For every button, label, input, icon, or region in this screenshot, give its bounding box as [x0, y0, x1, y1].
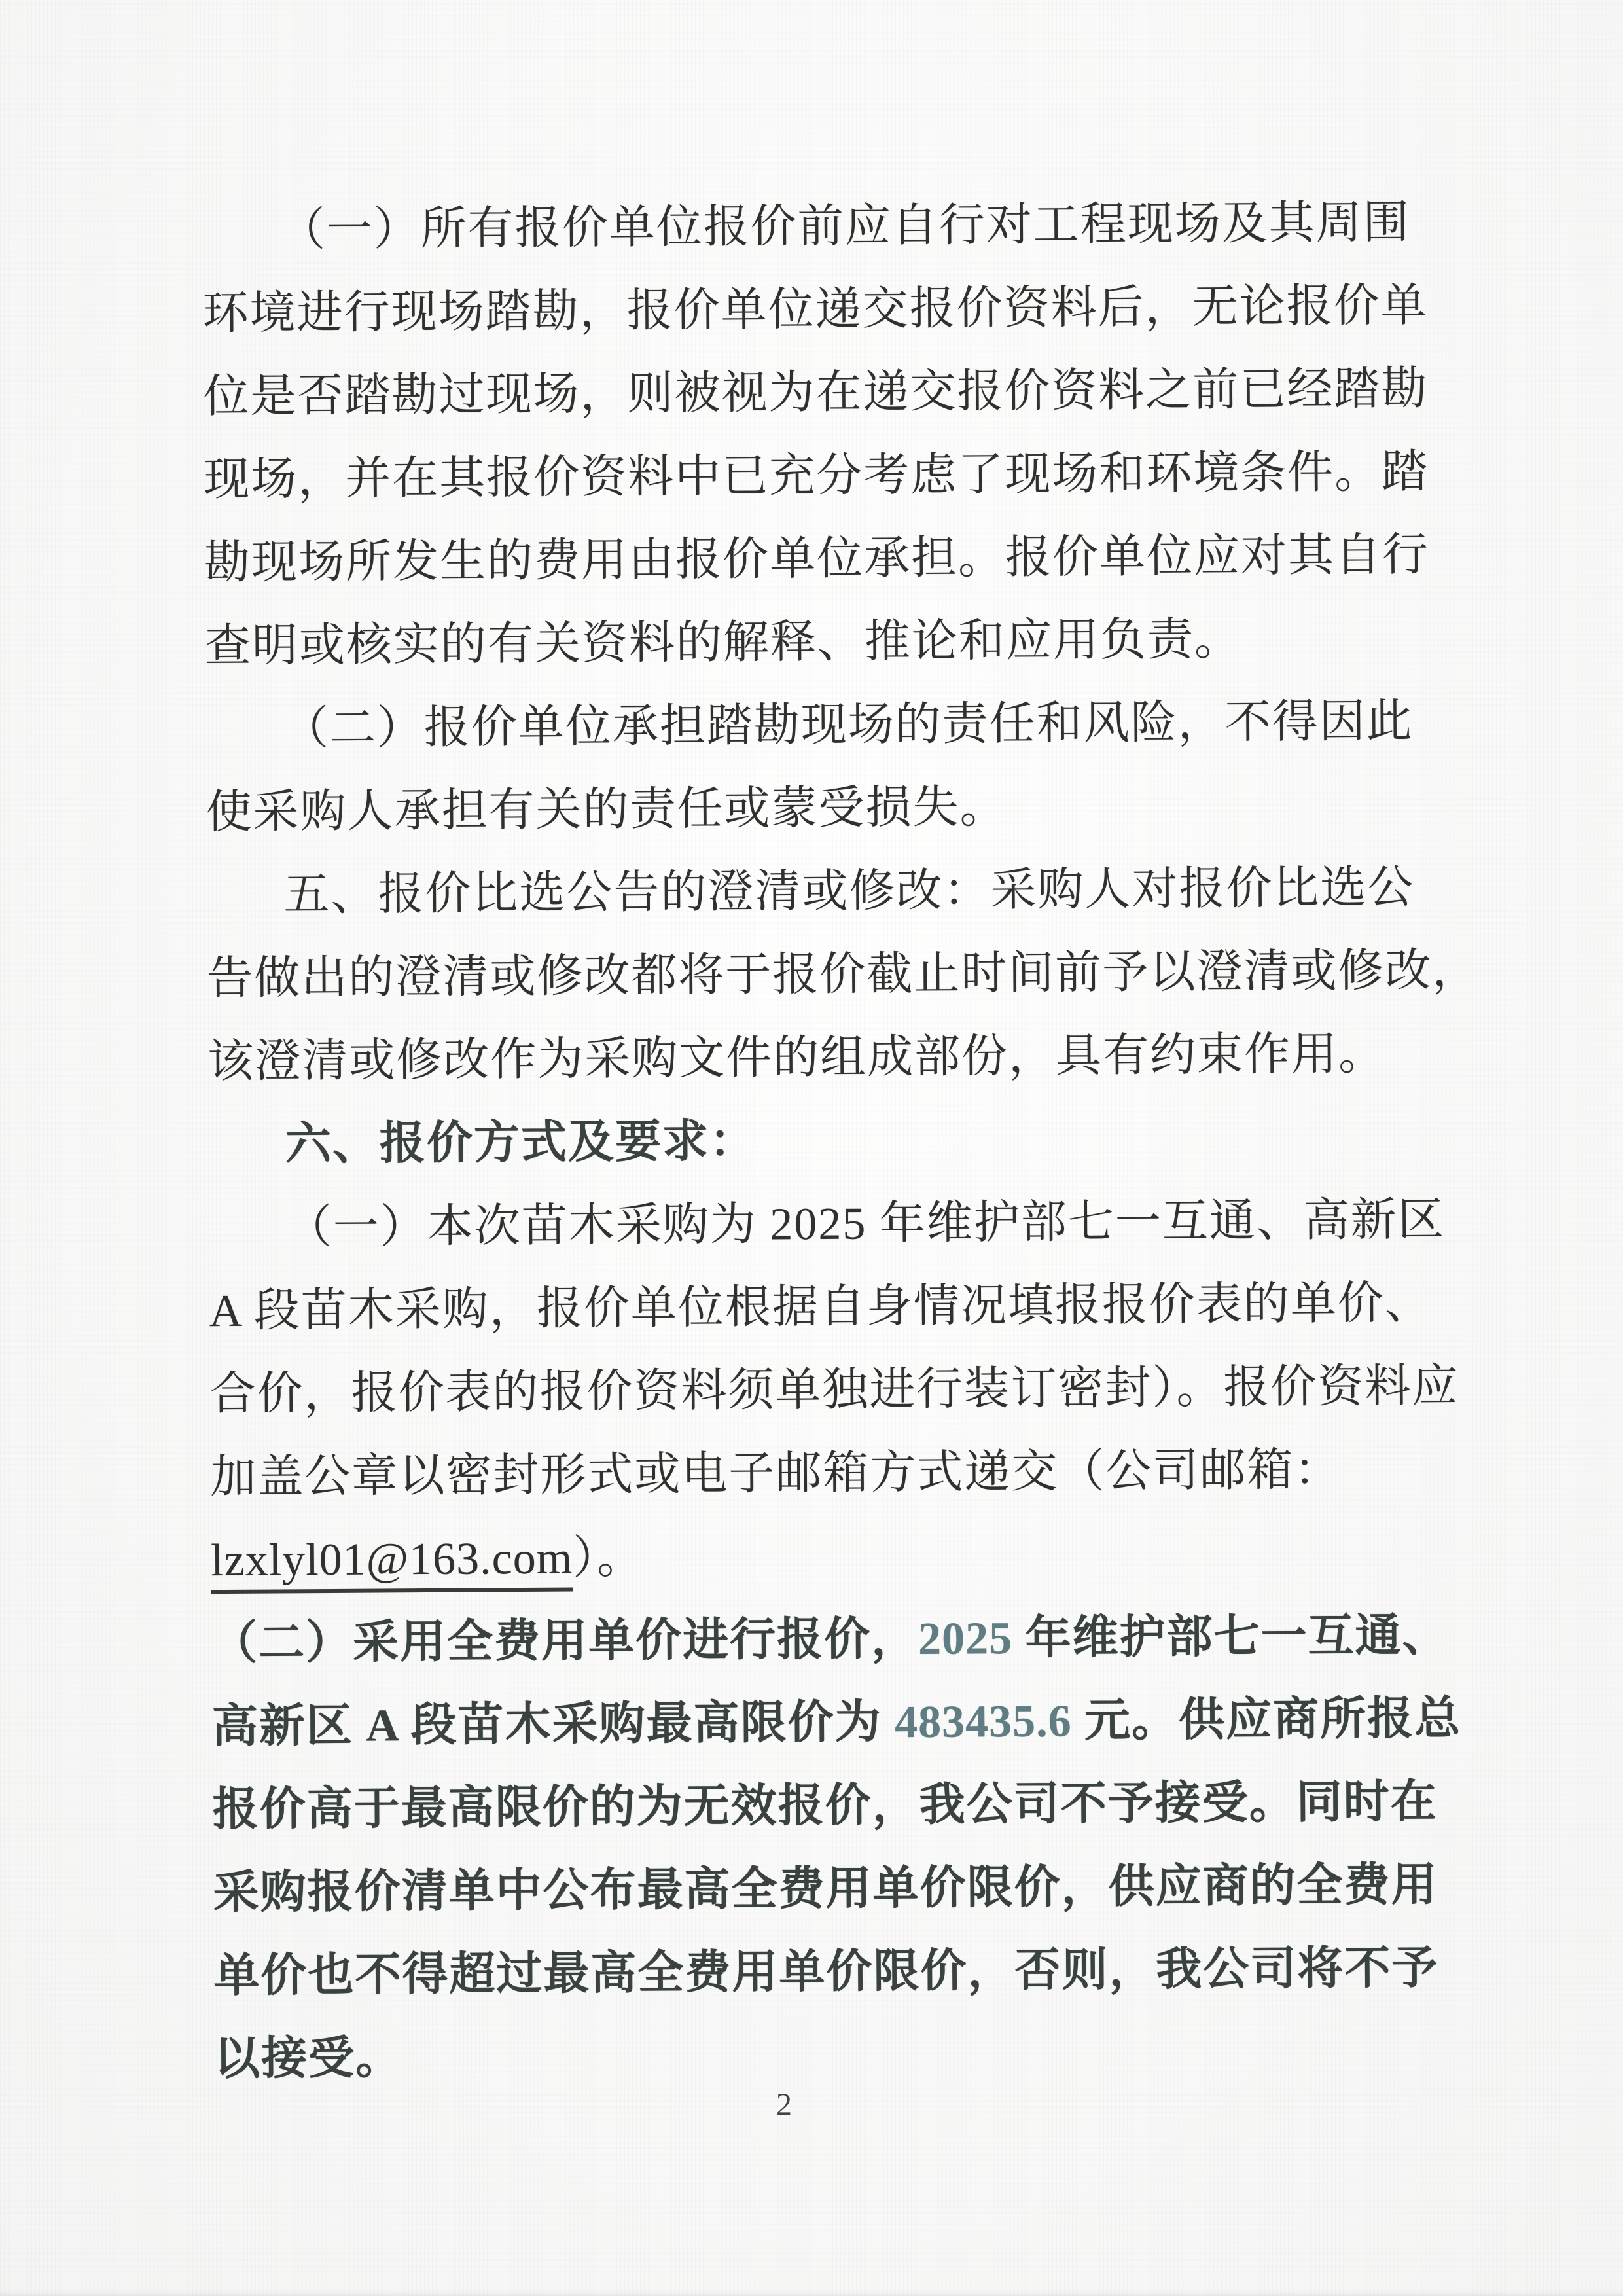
- highlighted-number: 483435.6: [894, 1696, 1072, 1748]
- text-run: 位是否踏勘过现场，则被视为在递交报价资料之前已经踏勘: [203, 363, 1429, 423]
- text-run: A 段苗木采购，报价单位根据自身情况填报报价表的单价、: [209, 1278, 1433, 1337]
- text-line: [202, 181, 1425, 272]
- text-line: [205, 763, 1429, 854]
- document-body: [202, 181, 1480, 2101]
- text-line: [208, 1096, 1431, 1187]
- text-run: （一）所有报价单位报价前应自行对工程现场及其周围: [279, 197, 1410, 256]
- text-run: 元。供应商所报总: [1071, 1693, 1462, 1747]
- scan-edge-shadow: [0, 2289, 1623, 2296]
- text-line: [210, 1428, 1433, 1519]
- text-run: 五、报价比选公告的澄清或修改：采购人对报价比选公: [283, 862, 1415, 921]
- text-run: （二）报价单位承担踏勘现场的责任和风险，不得因此: [282, 696, 1414, 755]
- text-line: [208, 1179, 1446, 1270]
- text-line: [205, 680, 1428, 771]
- email-address: lzxlyl01@163.com: [211, 1533, 573, 1594]
- text-run: 报价高于最高限价的为无效报价，我公司不予接受。同时在: [212, 1776, 1438, 1836]
- text-line: [206, 846, 1429, 937]
- text-line: [213, 1927, 1439, 2018]
- text-run: 该澄清或修改作为采购文件的组成部份，具有约束作用。: [207, 1029, 1386, 1088]
- text-run: ）。: [572, 1532, 645, 1584]
- text-line: [213, 1844, 1436, 1935]
- text-run: 现场，并在其报价资料中已充分考虑了现场和环境条件。踏: [204, 446, 1429, 506]
- text-run: 六、报价方式及要求：: [285, 1116, 757, 1170]
- text-run: （一）本次苗木采购为 2025 年维护部七一互通、高新区: [285, 1194, 1446, 1253]
- text-line: [211, 1677, 1462, 1768]
- text-run: 勘现场所发生的费用由报价单位承担。报价单位应对其自行: [204, 529, 1430, 589]
- text-run: 环境进行现场踏勘，报价单位递交报价资料后，无论报价单: [202, 280, 1428, 340]
- text-run: 使采购人承担有关的责任或蒙受损失。: [205, 782, 1007, 838]
- text-run: 以接受。: [214, 2033, 403, 2085]
- text-run: （二）采用全费用单价进行报价，: [211, 1614, 919, 1670]
- text-line: [205, 597, 1428, 688]
- text-run: 年维护部七一互通、: [1012, 1610, 1450, 1664]
- text-run: 单价也不得超过最高全费用单价限价，否则，我公司将不予: [213, 1943, 1439, 2002]
- text-line: [204, 514, 1430, 605]
- text-line: [209, 1345, 1459, 1436]
- text-line: [211, 1511, 1434, 1602]
- text-run: 高新区 A 段苗木采购最高限价为: [211, 1697, 895, 1753]
- highlighted-number: 2025: [918, 1613, 1013, 1665]
- text-line: [203, 348, 1429, 439]
- text-run: 告做出的澄清或修改都将于报价截止时间前予以澄清或修改，: [207, 945, 1480, 1005]
- text-run: 查明或核实的有关资料的解释、推论和应用负责。: [204, 614, 1242, 672]
- text-run: 合价，报价表的报价资料须单独进行装订密封）。报价资料应: [209, 1361, 1459, 1420]
- text-line: [212, 1761, 1438, 1852]
- text-line: [207, 929, 1480, 1020]
- text-line: [209, 1262, 1432, 1353]
- text-line: [211, 1594, 1450, 1685]
- text-line: [204, 431, 1427, 522]
- text-run: 采购报价清单中公布最高全费用单价限价，供应商的全费用: [213, 1859, 1438, 1919]
- text-run: 加盖公章以密封形式或电子邮箱方式递交（公司邮箱：: [210, 1444, 1342, 1503]
- text-line: [202, 264, 1428, 355]
- page-number: 2: [776, 2087, 792, 2122]
- text-line: [207, 1013, 1431, 1103]
